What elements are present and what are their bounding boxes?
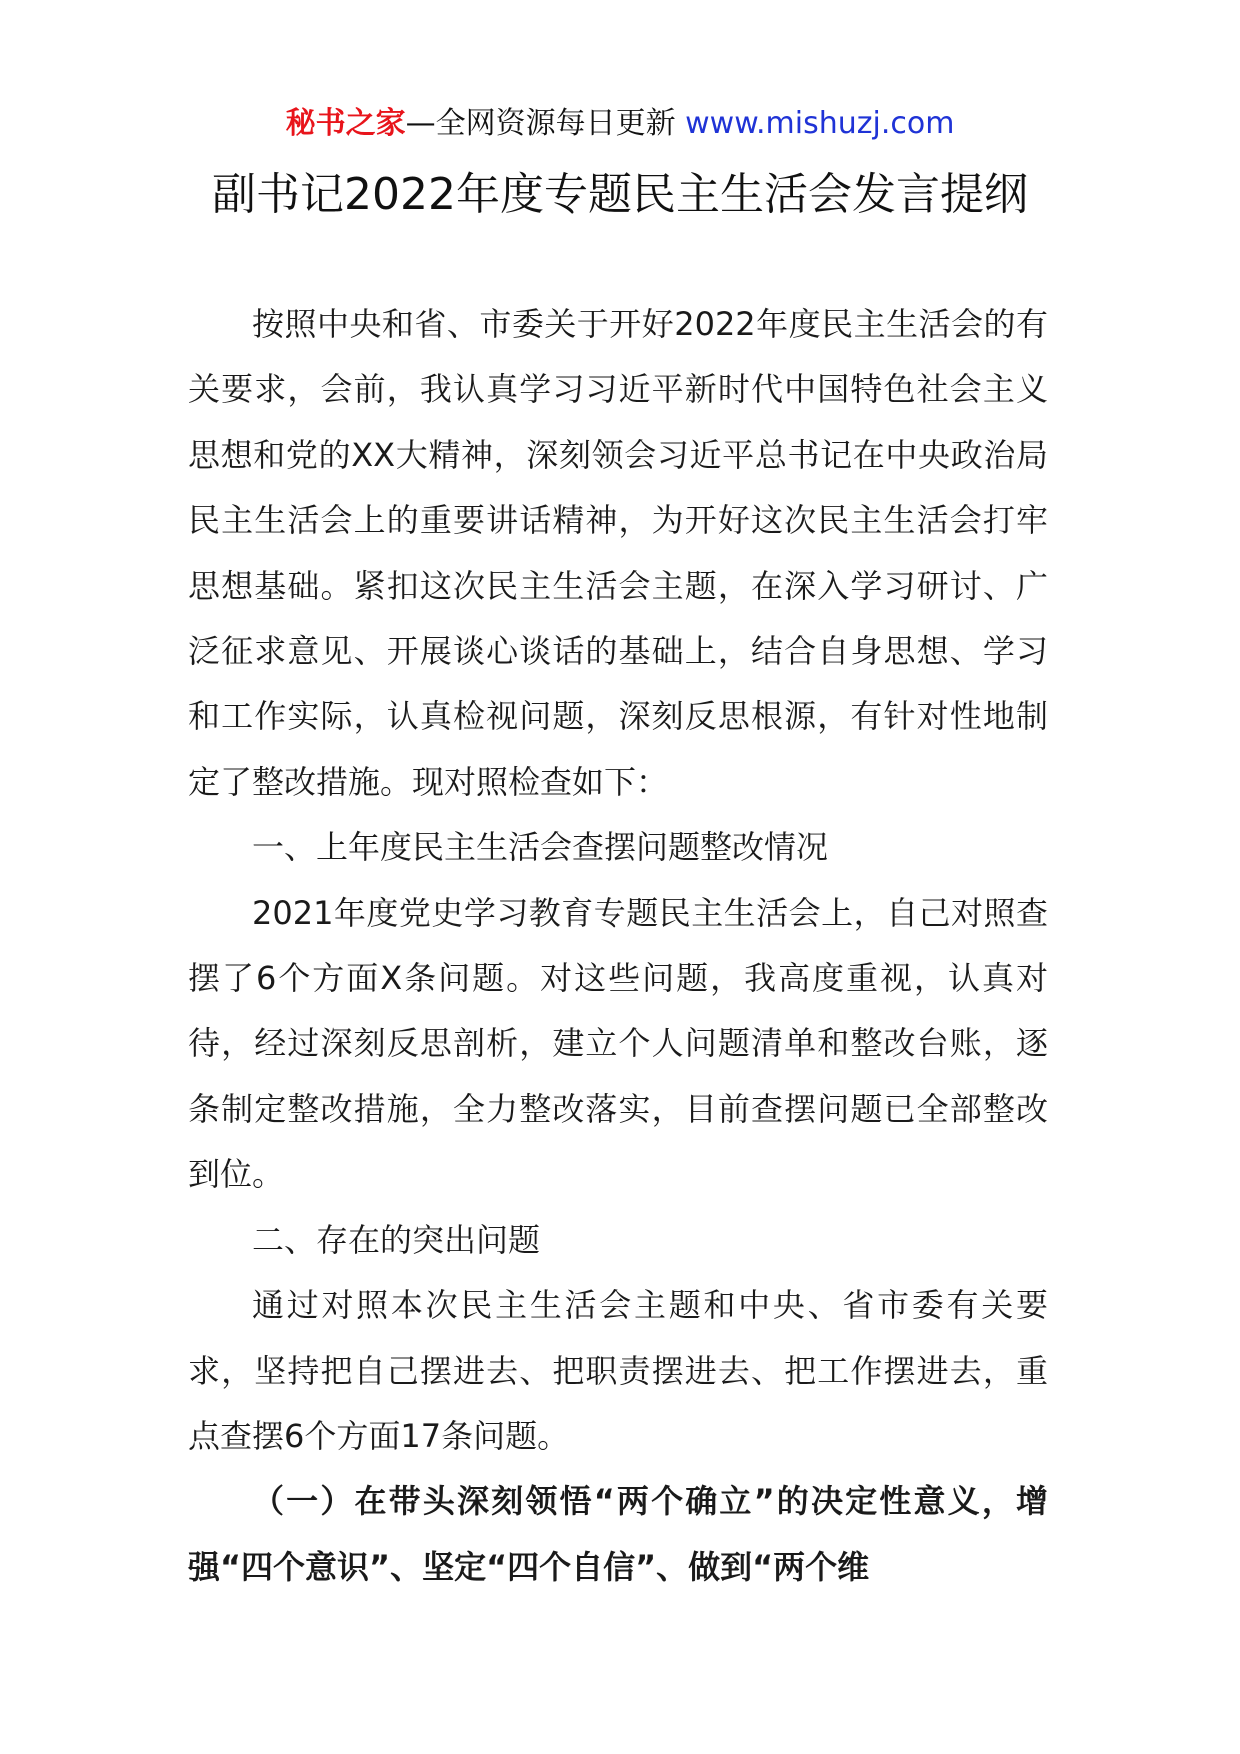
document-body [188, 292, 1048, 1600]
body-paragraph: 通过对照本次民主生活会主题和中央、省市委有关要求，坚持把自己摆进去、把职责摆进去、把工作摆进去，重点查摆6个方面17条问题。 [188, 1286, 1048, 1455]
section-heading: 二、存在的突出问题 [252, 1220, 541, 1259]
header-slogan: —全网资源每日更新 [405, 106, 676, 141]
site-url[interactable]: www.mishuzj.com [685, 106, 955, 141]
brand-name: 秘书之家 [285, 106, 406, 141]
subsection-heading: （一）在带头深刻领悟“两个确立”的决定性意义，增强“四个意识”、坚定“四个自信”、做到“两个维 [188, 1482, 1048, 1586]
intro-paragraph: 按照中央和省、市委关于开好2022年度民主生活会的有关要求，会前，我认真学习习近平新时代中国特色社会主义思想和党的XX大精神，深刻领会习近平总书记在中央政治局民主生活会上的重要讲话精神，为开好这次民主生活会打牢思想基础。紧扣这次民主生活会主题，在深入学习研讨、广泛征求意见、开展谈心谈话的基础上，结合自身思想、学习和工作实际，认真检视问题，深刻反思根源，有针对性地制定了整改措施。现对照检查如下： [188, 305, 1048, 801]
document-title: 副书记2022年度专题民主生活会发言提纲 [212, 169, 1028, 220]
body-paragraph: 2021年度党史学习教育专题民主生活会上，自己对照查摆了6个方面X条问题。对这些问题，我高度重视，认真对待，经过深刻反思剖析，建立个人问题清单和整改台账，逐条制定整改措施，全力整改落实，目前查摆问题已全部整改到位。 [188, 893, 1048, 1194]
section-heading: 一、上年度民主生活会查摆问题整改情况 [252, 828, 829, 867]
site-header [0, 104, 1240, 144]
